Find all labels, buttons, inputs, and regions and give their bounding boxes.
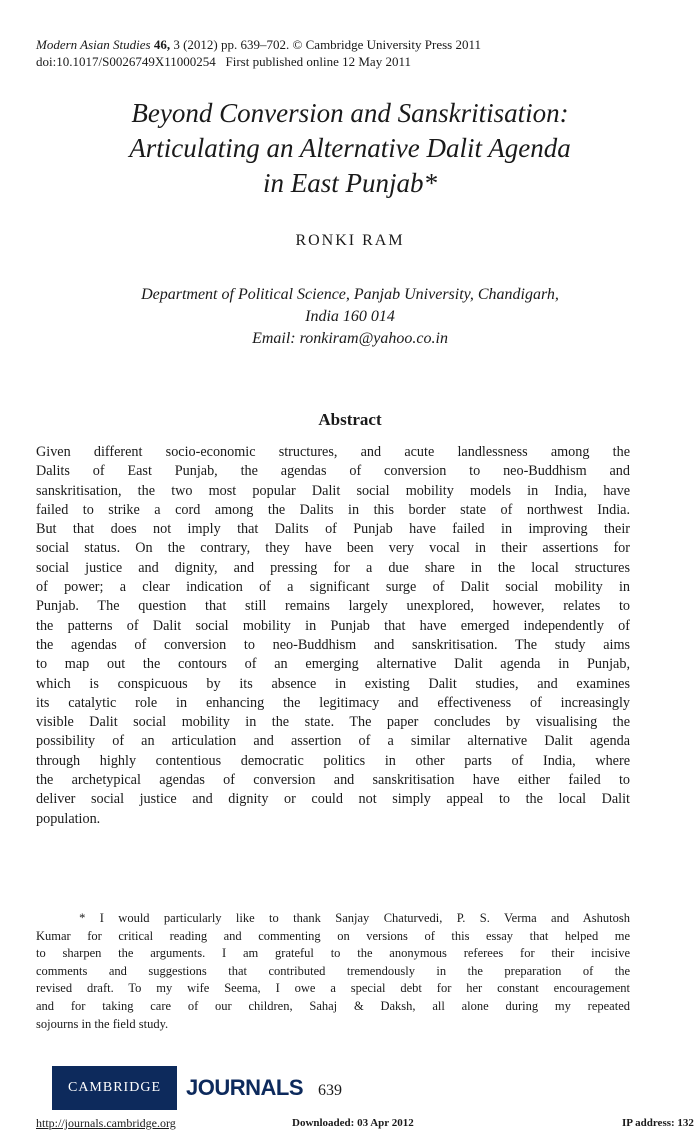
- affiliation-line: India 160 014: [305, 308, 395, 325]
- journal-name: Modern Asian Studies: [36, 37, 151, 52]
- abstract-line: which is conspicuous by its absence in existing Dalit studies, and examines: [36, 675, 630, 692]
- title-line: Beyond Conversion and Sanskritisation:: [131, 98, 569, 128]
- title-line: in East Punjab*: [263, 168, 437, 198]
- abstract-line: population.: [36, 810, 101, 827]
- abstract-heading: Abstract: [318, 410, 382, 429]
- abstract-line: the patterns of Dalit social mobility in Punjab that have emerged independently of: [36, 617, 630, 634]
- footnote-line: Kumar for critical reading and commenting on versions of this essay that helped me: [36, 928, 630, 943]
- abstract-line: Dalits of East Punjab, the agendas of conversion to neo-Buddhism and: [36, 463, 630, 480]
- footnote-line: revised draft. To my wife Seema, I owe a special debt for her constant encouragement: [36, 981, 630, 996]
- abstract-line: visible Dalit social mobility in the state. The paper concludes by visualising the: [36, 714, 630, 731]
- journals-logo: JOURNALS: [186, 1075, 304, 1100]
- author-email: Email: ronkiram@yahoo.co.in: [252, 330, 448, 347]
- author-affiliation: [0, 284, 700, 350]
- footnote: [36, 910, 630, 1033]
- footnote-line: comments and suggestions that contributed tremendously in the preparation of the: [36, 963, 630, 978]
- abstract-line: social status. On the contrary, they have been very vocal in their assertions for: [36, 540, 630, 557]
- citation-details: 3 (2012) pp. 639–702. © Cambridge University Press 2011: [170, 37, 481, 52]
- footnote-line: * I would particularly like to thank Sanjay Chaturvedi, P. S. Verma and Ashutosh: [36, 911, 630, 925]
- footnote-line: sojourns in the field study.: [36, 1016, 169, 1031]
- download-date: Downloaded: 03 Apr 2012: [292, 1117, 414, 1129]
- citation-line-2: doi:10.1017/S0026749X11000254 First published online 12 May 2011: [36, 54, 411, 69]
- abstract-line: the agendas of conversion to neo-Buddhism and sanskritisation. The study aims: [36, 636, 630, 653]
- abstract-line: Given different socio-economic structures, and acute landlessness among the: [36, 444, 630, 460]
- citation-line-1: [36, 36, 676, 53]
- journal-volume: 46,: [153, 37, 171, 52]
- abstract-line: failed to strike a cord among the Dalits in this border state of northwest India.: [36, 501, 630, 518]
- footnote-line: to sharpen the arguments. I am grateful to the anonymous referees for their incisive: [36, 946, 630, 961]
- article-title: [0, 96, 700, 201]
- cambridge-logo: CAMBRIDGE: [52, 1066, 177, 1110]
- ip-address: IP address: 132: [622, 1117, 694, 1129]
- abstract-line: But that does not imply that Dalits of Punjab have failed in improving their: [36, 521, 630, 538]
- abstract-line: deliver social justice and dignity or could not simply appeal to the local Dalit: [36, 791, 630, 808]
- abstract-line: Punjab. The question that still remains largely unexplored, however, relates to: [36, 598, 630, 615]
- abstract-line: through highly contentious democratic politics in other parts of India, where: [36, 752, 630, 769]
- author-name: RONKI RAM: [295, 232, 405, 249]
- abstract-body: [36, 443, 630, 829]
- abstract-line: social justice and dignity, and pressing for a due share in the local structures: [36, 559, 630, 576]
- abstract-line: possibility of an articulation and assertion of a similar alternative Dalit agenda: [36, 733, 630, 750]
- journals-link[interactable]: http://journals.cambridge.org: [36, 1116, 176, 1130]
- abstract-line: of power; a clear indication of a significant surge of Dalit social mobility in: [36, 579, 630, 596]
- footnote-line: and for taking care of our children, Sahaj & Daksh, all alone during my repeated: [36, 998, 630, 1013]
- abstract-line: the archetypical agendas of conversion and sanskritisation have either failed to: [36, 772, 630, 789]
- abstract-line: its catalytic role in enhancing the legitimacy and effectiveness of increasingly: [36, 694, 630, 711]
- title-line: Articulating an Alternative Dalit Agenda: [129, 133, 571, 163]
- citation-header: [36, 36, 676, 70]
- page-number: 639: [318, 1082, 342, 1099]
- affiliation-line: Department of Political Science, Panjab University, Chandigarh,: [141, 286, 559, 303]
- abstract-line: to map out the contours of an emerging alternative Dalit agenda in Punjab,: [36, 656, 630, 673]
- abstract-line: sanskritisation, the two most popular Dalit social mobility models in India, have: [36, 482, 630, 499]
